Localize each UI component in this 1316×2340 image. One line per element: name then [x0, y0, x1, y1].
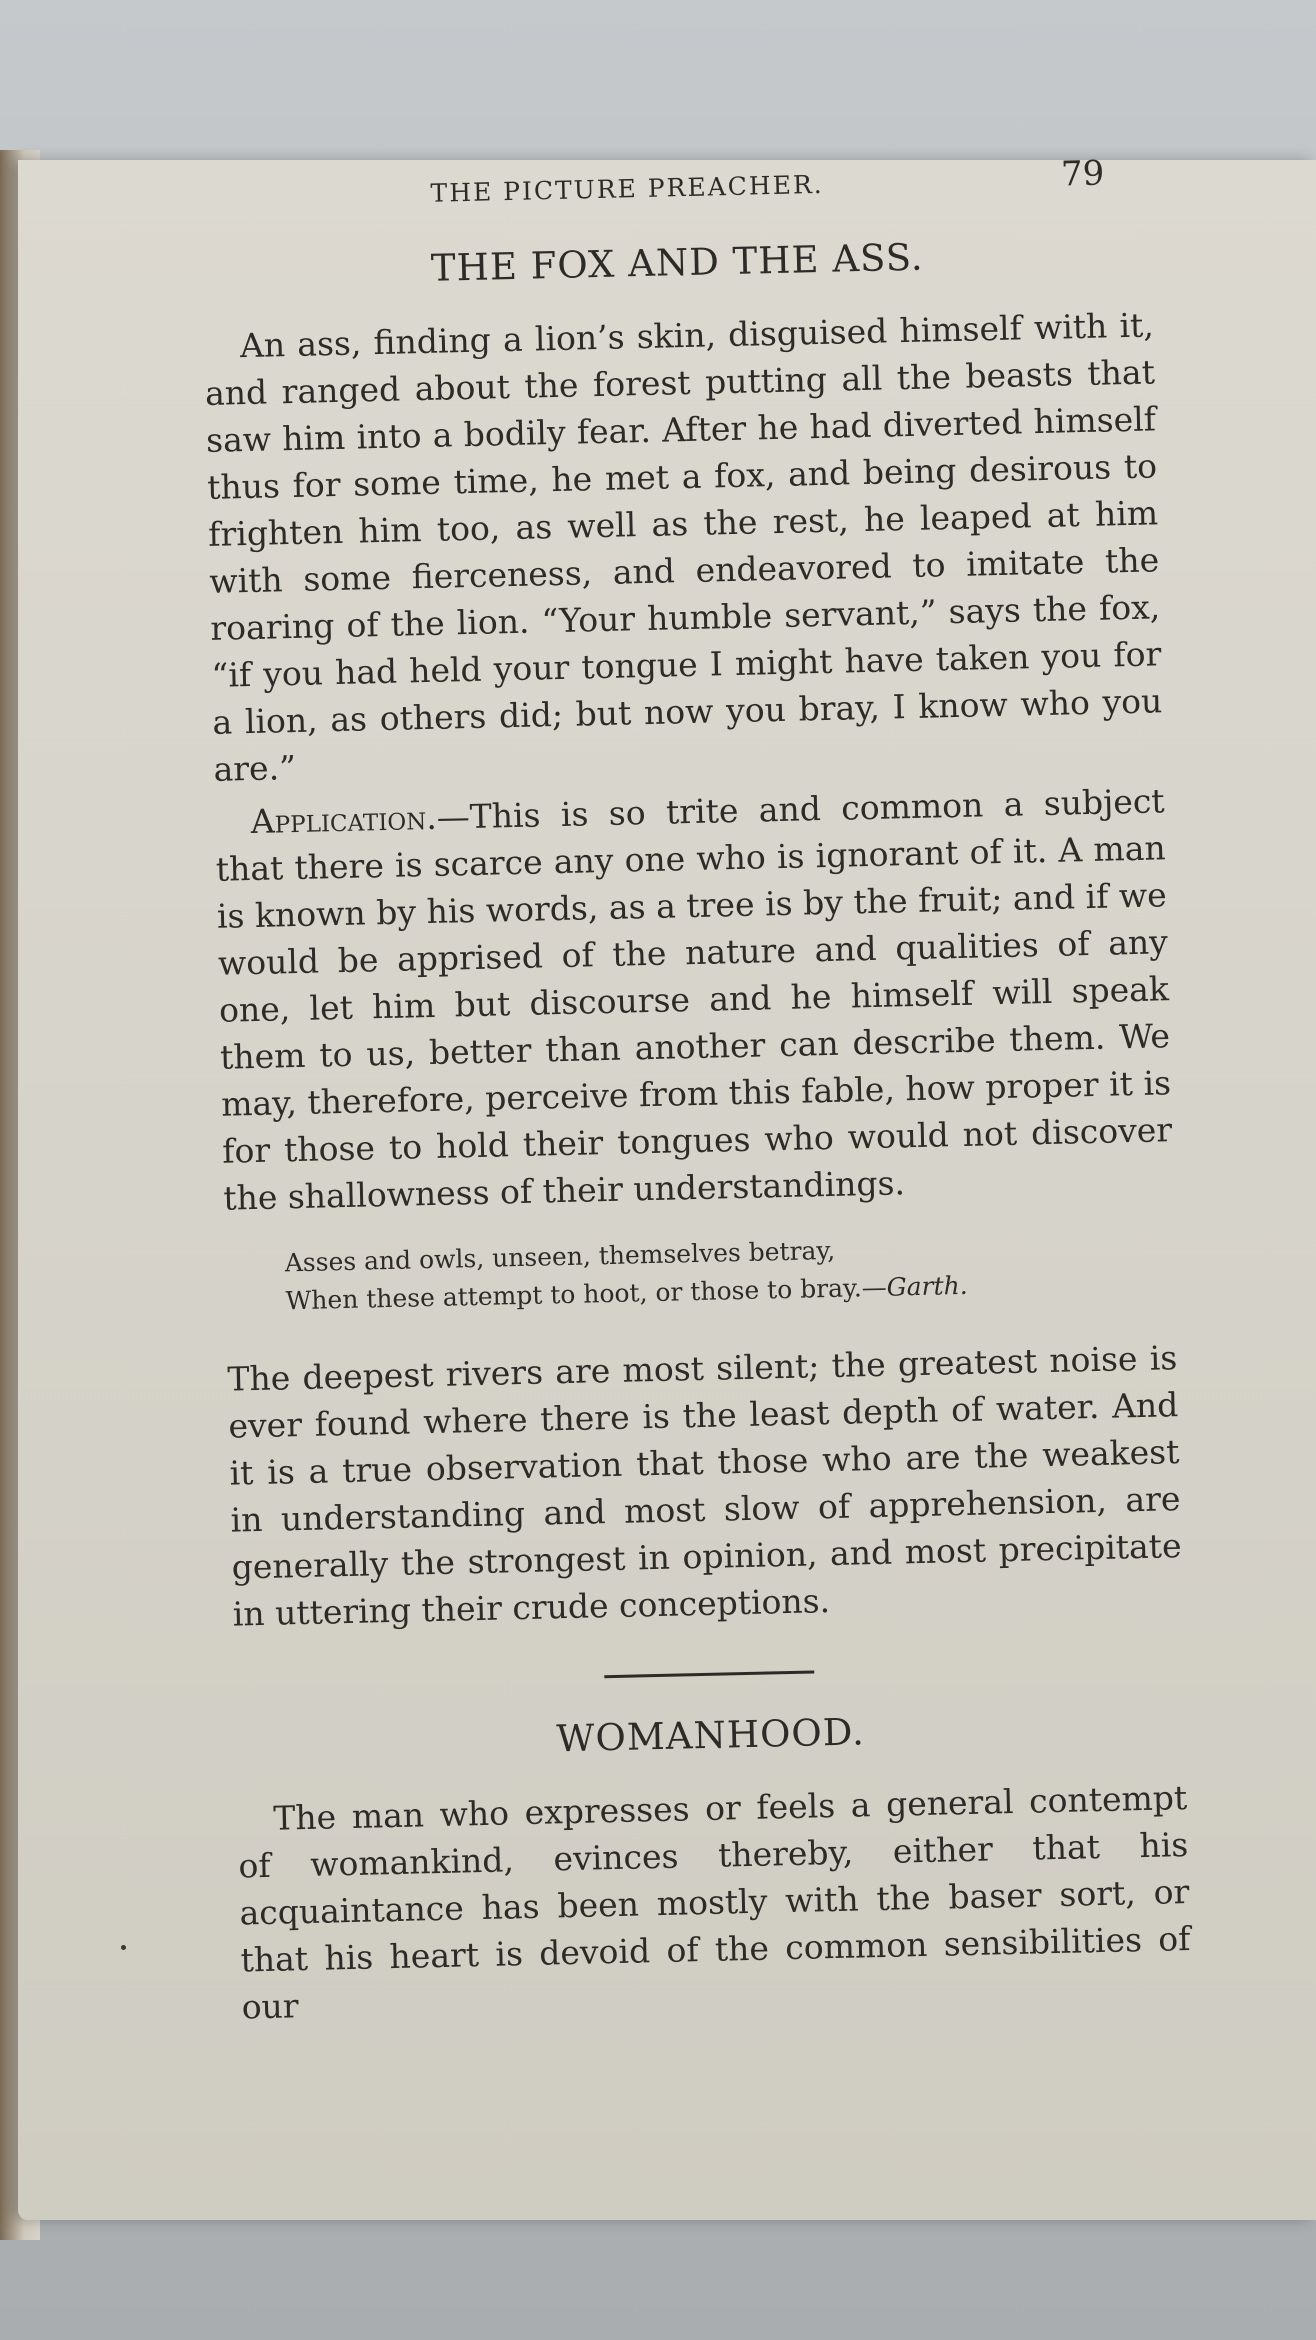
verse-line-2-text: When these attempt to hoot, or those to bray.—: [285, 1272, 888, 1316]
running-title: THE PICTURE PREACHER.: [430, 169, 824, 208]
womanhood-paragraph: The man who expresses or feels a general contempt of womankind, evinces thereby, either that his acquaintance has been mostly with the baser sort, or that his heart is devoid of the common sensibilities of our: [238, 1778, 1191, 2027]
application-label: Application.: [250, 797, 438, 842]
verse-quote: [284, 1224, 1175, 1320]
page-content: [200, 148, 1192, 2036]
verse-attribution: Garth.: [886, 1270, 968, 1302]
section-divider: [604, 1670, 814, 1678]
verse-line-1: Asses and owls, unseen, themselves betray,: [284, 1235, 836, 1278]
application-text: —This is so trite and common a subject that there is scarce any one who is ignorant of it. A man is known by his words, as a tree is by the fruit; and if we would be apprised of the nature and qualities of any one, let him but discourse and he himself will speak them to us, better than another can describe them. We may, therefore, perceive from this fable, how proper it is for those to hold their tongues who would not discover the shallowness of their understandings.: [215, 781, 1173, 1218]
fable-title: THE FOX AND THE ASS.: [430, 235, 924, 290]
page-speck: [121, 1945, 126, 1950]
page-number: 79: [1060, 153, 1105, 195]
closing-paragraph: The deepest rivers are most silent; the greatest noise is ever found where there is the least depth of water. And it is a true observation that those who are the weakest in understanding and most slow of apprehension, are generally the strongest in opinion, and most precipitate in uttering their crude conceptions.: [226, 1338, 1182, 1634]
application-paragraph: [214, 777, 1173, 1221]
womanhood-title: WOMANHOOD.: [555, 1710, 866, 1761]
fable-paragraph: An ass, finding a lion’s skin, disguised himself with it, and ranged about the forest putting all the beasts that saw him into a bodily fear. After he had diverted himself thus for some time, he met a fox, and being desirous to frighten him too, as well as the rest, he leaped at him with some fierceness, and endeavored to imitate the roaring of the lion. “Your humble servant,” says the fox, “if you had held your tongue I might have taken you for a lion, as others did; but now you bray, I know who you are.”: [204, 305, 1163, 789]
